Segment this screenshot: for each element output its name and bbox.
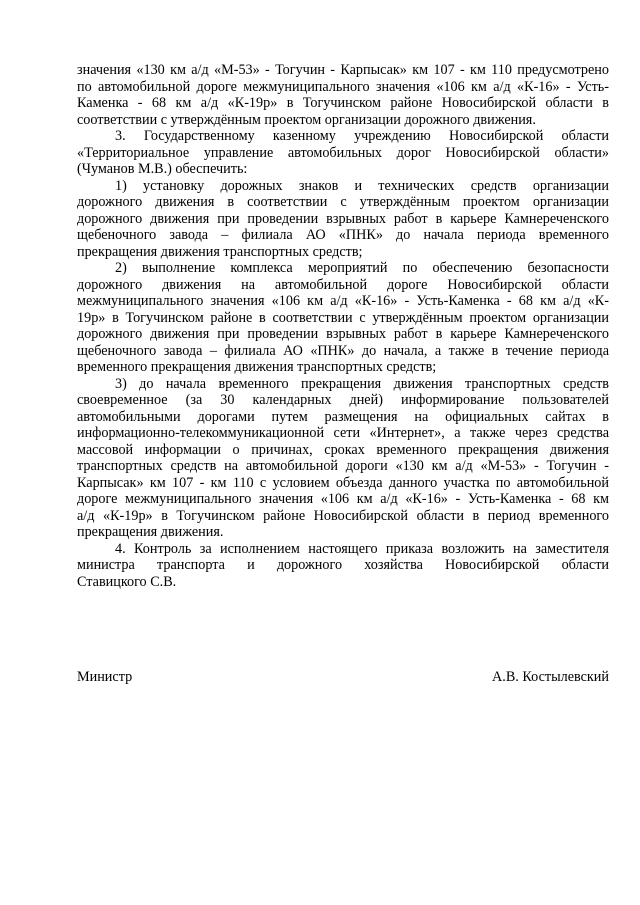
text-line: (Чуманов М.В.) обеспечить: <box>77 161 248 177</box>
text-line: 3. Государственному казенному учреждению Новосибирской области <box>115 128 609 144</box>
text-line: Карпысак» км 107 - км 110 с условием объезда данного участка по автомобильной <box>77 474 609 491</box>
text-line: межмуниципального значения «106 км а/д «К-16» - Усть-Каменка - 68 км а/д «К- <box>77 293 609 309</box>
text-line: массовой информации о причинах, сроках временного прекращения движения <box>77 441 609 458</box>
text-line: транспортных средств на автомобильной дороги «130 км а/д «М-53» - Тогучин - <box>77 458 609 474</box>
text-line: 4. Контроль за исполнением настоящего приказа возложить на заместителя <box>115 540 609 557</box>
text-line: щебеночного завода – филиала АО «ПНК» до начала, а также в течение периода <box>77 342 609 359</box>
text-line: Каменка - 68 км а/д «К-19р» в Тогучинском районе Новосибирской области в <box>77 95 609 111</box>
paragraph-subitem-3 <box>77 376 609 541</box>
text-line: значения «130 км а/д «М-53» - Тогучин - Карпысак» км 107 - км 110 предусмотрено <box>77 62 609 78</box>
text-line: «Территориальное управление автомобильных дорог Новосибирской области» <box>77 144 609 161</box>
text-line: дорожного движения при проведении взрывных работ в карьере Камнереченского <box>77 210 609 227</box>
text-line: прекращения движения транспортных средств; <box>77 243 363 260</box>
text-line: соответствии с утверждённым проектом организации дорожного движения. <box>77 111 536 128</box>
text-line: временного прекращения движения транспортных средств; <box>77 359 437 375</box>
text-line: 1) установку дорожных знаков и технических средств организации <box>115 177 609 194</box>
text-line: дороге межмуниципального значения «106 км а/д «К-16» - Усть-Каменка - 68 км <box>77 491 609 507</box>
text-line: автомобильными дорогами путем размещения на официальных сайтах в <box>77 408 609 425</box>
text-line: дорожного движения на автомобильной дороге Новосибирской области <box>77 276 609 293</box>
text-line: 19р» в Тогучинском районе в соответствии с утверждённым проектом организации <box>77 309 609 326</box>
text-line: 3) до начала временного прекращения движения транспортных средств <box>115 375 609 392</box>
paragraph-subitem-2 <box>77 260 609 376</box>
text-line: щебеночного завода – филиала АО «ПНК» до начала периода временного <box>77 227 609 243</box>
text-line: Ставицкого С.В. <box>77 573 177 590</box>
signatory-name: А.В. Костылевский <box>492 669 609 685</box>
document-body <box>77 62 609 590</box>
text-line: по автомобильной дороге межмуниципального значения «106 км а/д «К-16» - Усть- <box>77 78 609 95</box>
signatory-role: Министр <box>77 669 133 685</box>
paragraph-item-3 <box>77 128 609 178</box>
paragraph-item-4 <box>77 541 609 591</box>
text-line: дорожного движения при проведении взрывных работ в карьере Камнереченского <box>77 326 609 342</box>
text-line: а/д «К-19р» в Тогучинском районе Новосибирской области в период временного <box>77 507 609 524</box>
paragraph-continuation <box>77 62 609 128</box>
text-line: дорожного движения в соответствии с утверждённым проектом организации <box>77 194 609 210</box>
text-line: 2) выполнение комплекса мероприятий по обеспечению безопасности <box>115 260 609 276</box>
text-line: своевременное (за 30 календарных дней) информирование пользователей <box>77 392 609 408</box>
paragraph-subitem-1 <box>77 178 609 261</box>
text-line: информационно-телекоммуникационной сети «Интернет», а также через средства <box>77 425 609 441</box>
text-line: прекращения движения. <box>77 524 224 540</box>
text-line: министра транспорта и дорожного хозяйства Новосибирской области <box>77 557 609 573</box>
